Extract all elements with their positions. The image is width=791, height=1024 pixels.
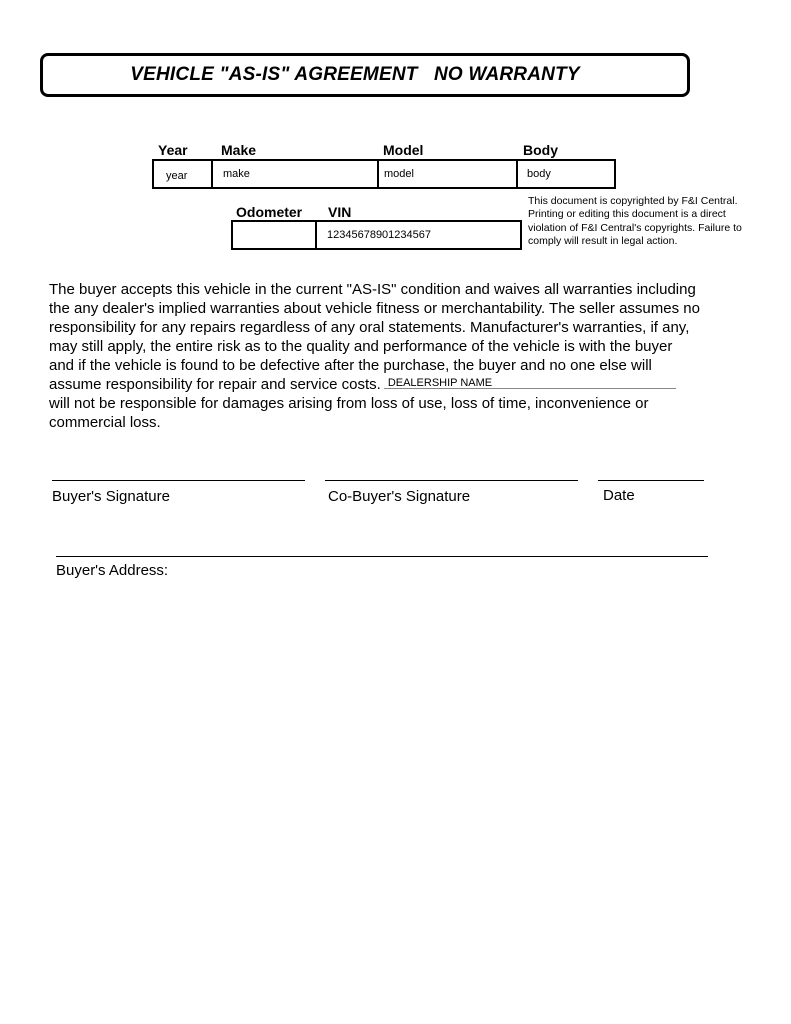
year-field[interactable]: year: [152, 159, 213, 189]
buyer-signature-label: Buyer's Signature: [52, 488, 170, 505]
buyer-signature-line[interactable]: [52, 480, 305, 481]
vin-field[interactable]: 12345678901234567: [317, 220, 522, 250]
agreement-line: responsibility for any repairs regardless of any oral statements. Manufacturer's warranties, if any,: [49, 319, 690, 336]
copyright-notice: This document is copyrighted by F&I Central. Printing or editing this document is a direct violation of F&I Central's copyrights. Failure to comply will result in legal action.: [528, 195, 742, 248]
odometer-field[interactable]: [231, 220, 317, 250]
vin-label: VIN: [328, 204, 352, 220]
agreement-closing-line: will not be responsible for damages arising from loss of use, loss of time, inconvenience or: [49, 395, 649, 412]
make-field[interactable]: make: [213, 159, 379, 189]
year-label: Year: [158, 142, 188, 158]
agreement-line: The buyer accepts this vehicle in the current "AS-IS" condition and waives all warranties including: [49, 281, 696, 298]
document-title: VEHICLE "AS-IS" AGREEMENT NO WARRANTY: [130, 64, 580, 85]
agreement-line: and if the vehicle is found to be defective after the purchase, the buyer and no one else will: [49, 357, 652, 374]
date-label: Date: [603, 487, 635, 504]
model-label: Model: [383, 142, 424, 158]
agreement-line: may still apply, the entire risk as to the quality and performance of the vehicle is with the buyer: [49, 338, 673, 355]
body-field[interactable]: body: [518, 159, 616, 189]
body-label: Body: [523, 142, 558, 158]
agreement-text: [49, 280, 749, 432]
buyer-address-line[interactable]: [56, 556, 708, 557]
make-label: Make: [221, 142, 257, 158]
cobuyer-signature-label: Co-Buyer's Signature: [328, 488, 471, 505]
title-box: [40, 53, 690, 97]
cobuyer-signature-line[interactable]: [325, 480, 578, 481]
agreement-line-with-dealer: [49, 375, 749, 394]
date-line[interactable]: [598, 480, 704, 481]
agreement-line: assume responsibility for repair and service costs.: [49, 376, 381, 393]
agreement-line: the any dealer's implied warranties about vehicle fitness or merchantability. The seller assumes no: [49, 300, 700, 317]
odometer-label: Odometer: [236, 204, 303, 220]
buyer-address-label: Buyer's Address:: [56, 562, 169, 579]
model-field[interactable]: model: [379, 159, 518, 189]
dealership-name-field[interactable]: DEALERSHIP NAME: [384, 377, 676, 389]
agreement-closing-line: commercial loss.: [49, 414, 161, 431]
